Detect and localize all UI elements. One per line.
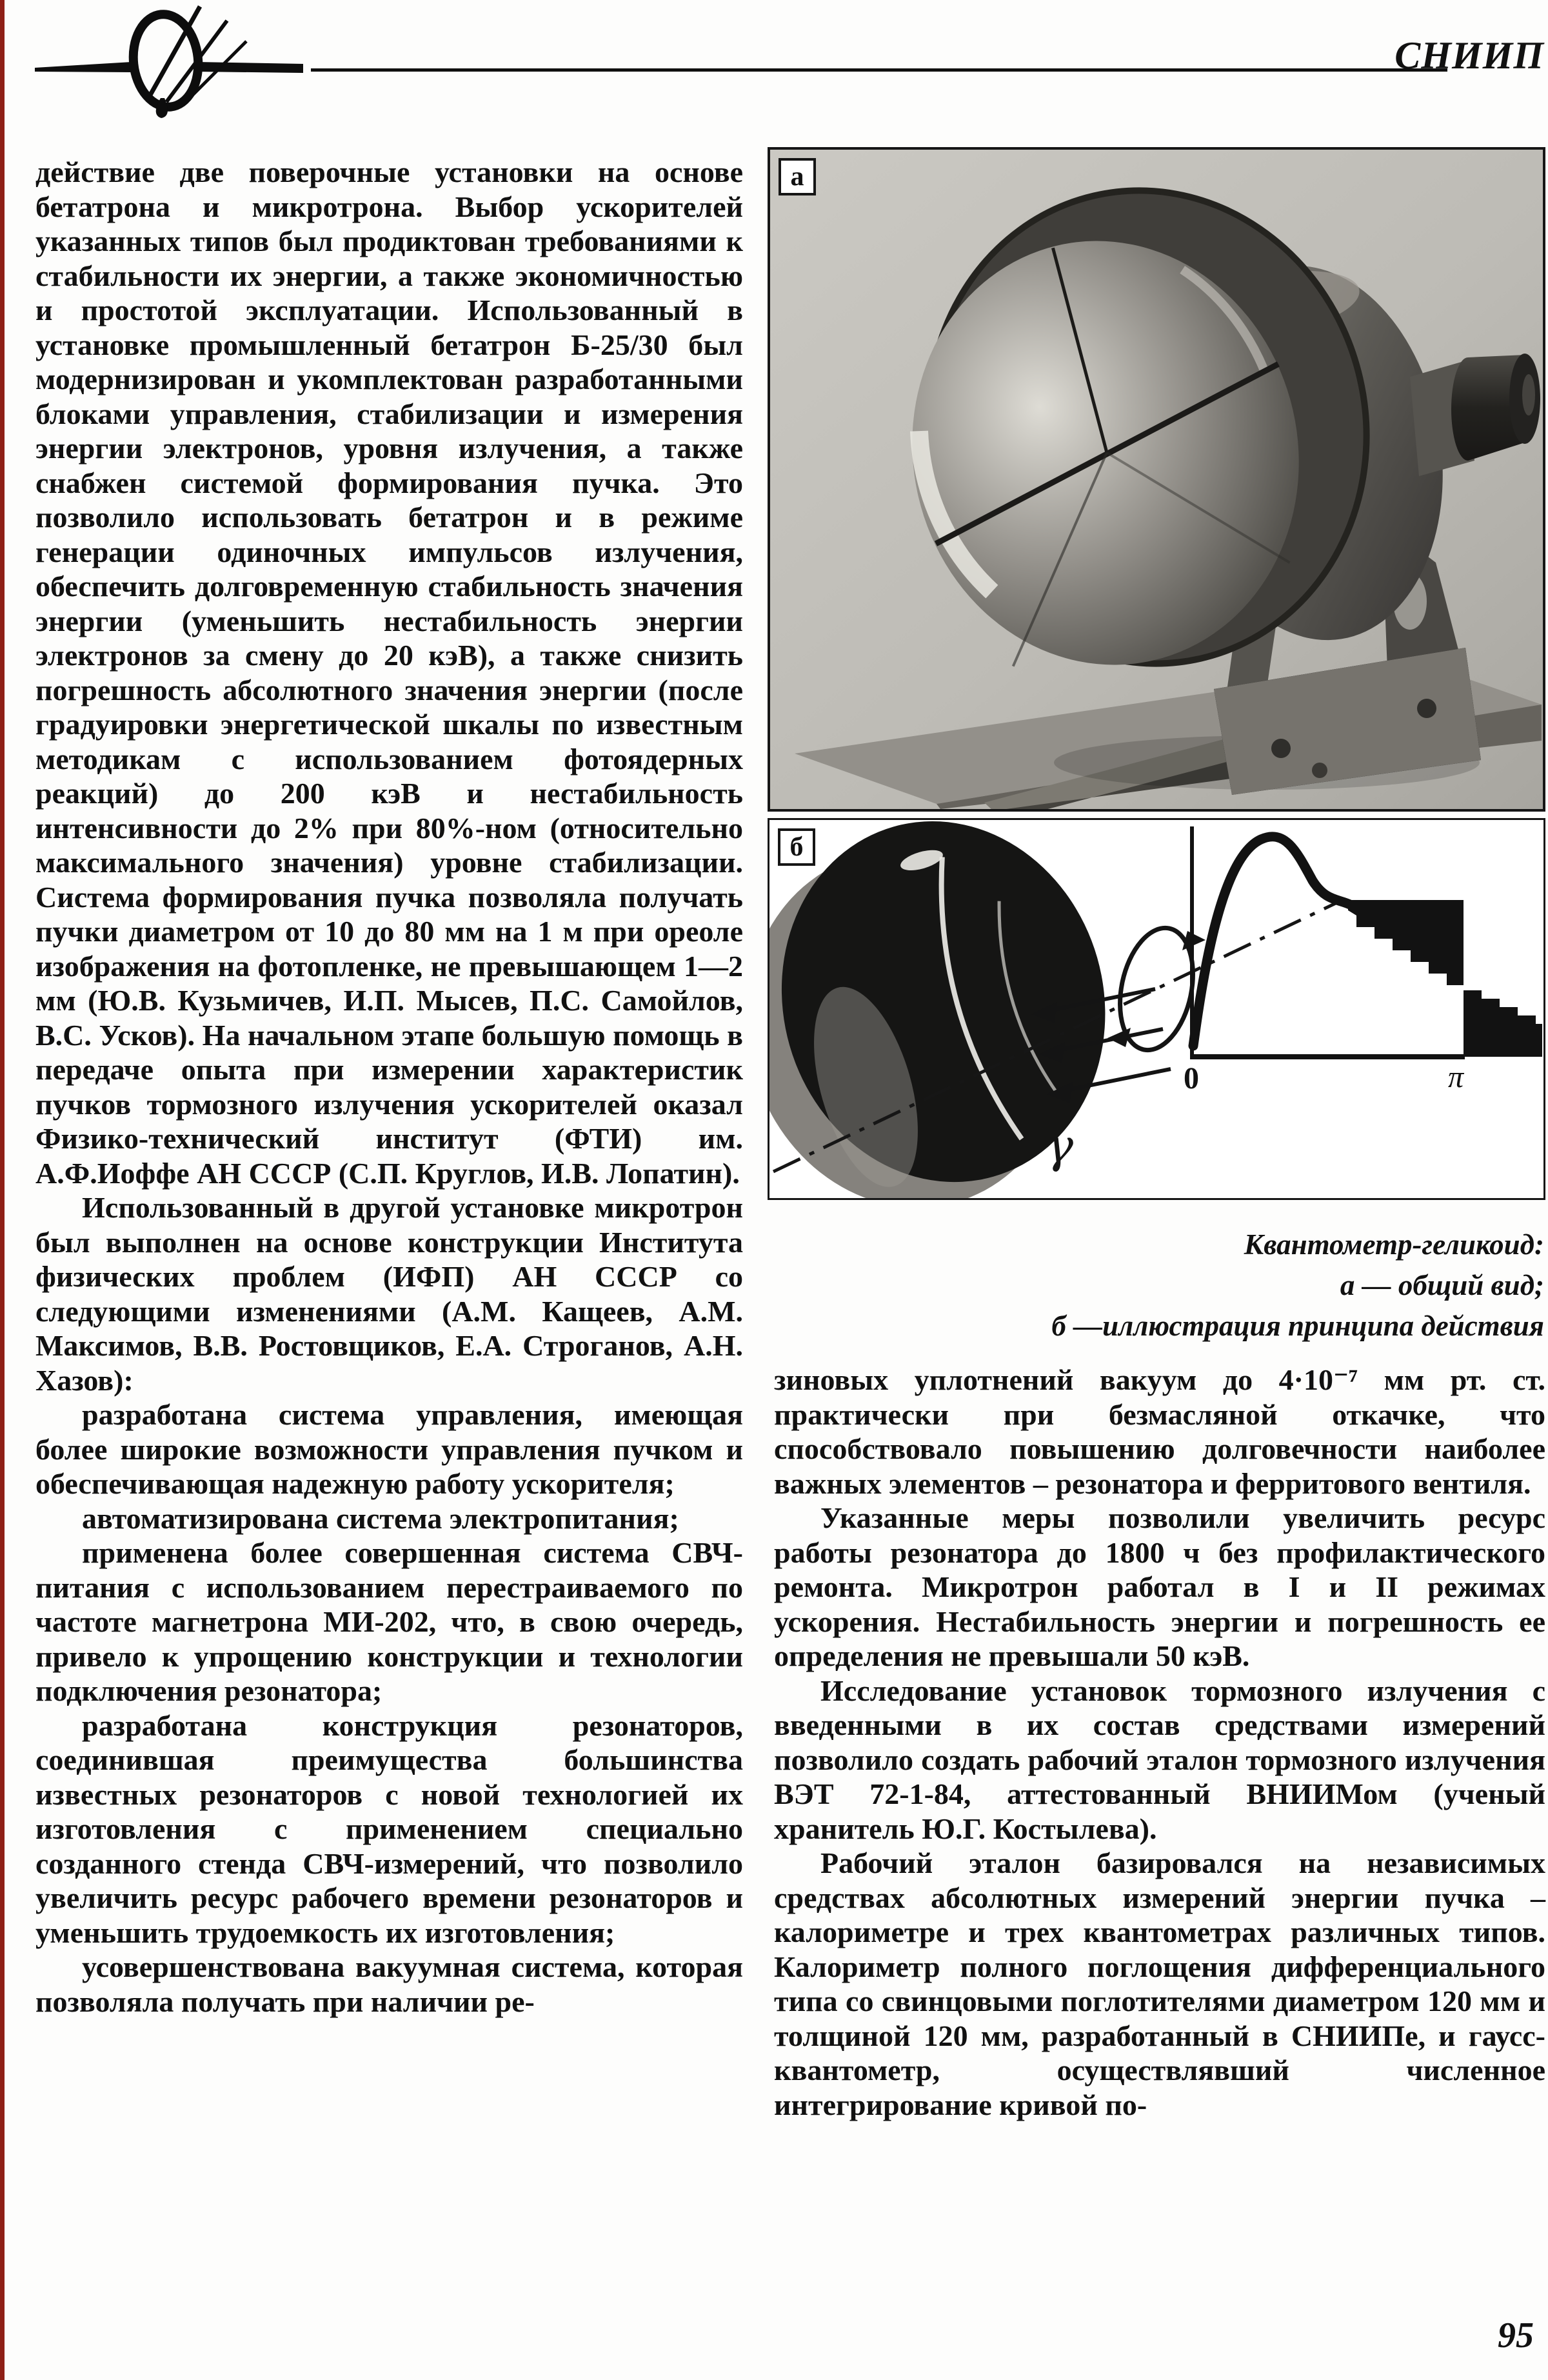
paragraph: применена более совершенная система СВЧ-питания с использованием перестраиваемого по частоте магнетрона МИ-202, что, в свою очередь, привело к упрощению конструкции и технологии подключения резонатора;	[35, 1536, 743, 1707]
paragraph: Указанные меры позволили увеличить ресурс работы резонатора до 1800 ч без профилактического ремонта. Микротрон работал в I и II режимах ускорения. Нестабильность энергии и погрешность ее определения не превышали 50 кэВ.	[774, 1501, 1545, 1672]
gamma-symbol: γ	[1046, 1119, 1074, 1173]
paragraph: Использованный в другой установке микротрон был выполнен на основе конструкции Института физических проблем (ИФП) АН СССР со следующими изменениями (А.М. Кащеев, А.М. Максимов, В.В. Ростовщиков, Е.А. Строганов, А.Н. Хазов):	[35, 1191, 743, 1397]
axis-origin-label: 0	[1184, 1061, 1199, 1095]
axis-pi-label: π	[1448, 1060, 1464, 1094]
figure-a-label: а	[779, 158, 816, 195]
paragraph: разработана конструкция резонаторов, соединившая преимущества большинства известных резонаторов с новой технологией их изготовления с применением специально созданного стенда СВЧ-измерений, что позволило увеличить ресурс рабочего времени резонаторов и уменьшить трудоемкость их изготовления;	[35, 1708, 743, 1949]
publisher-logo-icon	[34, 4, 304, 120]
header-rule	[311, 68, 1447, 72]
helicoid-principle-illustration	[769, 820, 1543, 1198]
caption-line-b: б —иллюстрация принципа действия	[1051, 1310, 1544, 1342]
right-text-column	[774, 1363, 1545, 2122]
left-text-column	[35, 155, 743, 2019]
caption-line-a: а — общий вид;	[1340, 1269, 1544, 1301]
paragraph: Рабочий эталон базировался на независимых средствах абсолютных измерений энергии пучка – калориметре и трех квантометрах различных типов. Калориметр полного поглощения дифференциального типа со свинцовыми поглотителями диаметром 120 мм и толщиной 120 мм, разработанный в СНИИПе, и гаусс-квантометр, осуществлявший численное интегрирование кривой по-	[774, 1846, 1545, 2121]
paragraph: разработана система управления, имеющая более широкие возможности управления пучком и обеспечивающая надежную работу ускорителя;	[35, 1398, 743, 1500]
figure-b-label: б	[778, 828, 815, 866]
paragraph: автоматизирована система электропитания;	[82, 1501, 679, 1535]
paragraph: зиновых уплотнений вакуум до 4·10⁻⁷ мм рт. ст. практически при безмасляной откачке, что способствовало повышению долговечности наиболее важных элементов – резонатора и ферритового вентиля.	[774, 1363, 1545, 1500]
betatron-photo-illustration	[770, 150, 1543, 809]
figure-caption	[771, 1225, 1544, 1346]
page-edge-stripe	[0, 0, 5, 2380]
paragraph: усовершенствована вакуумная система, которая позволяла получать при наличии ре-	[35, 1950, 743, 2018]
page-number: 95	[1498, 2315, 1534, 2355]
page-title: СНИИП	[1394, 34, 1544, 77]
figure-a-photo	[768, 147, 1545, 812]
paragraph: действие две поверочные установки на основе бетатрона и микротрона. Выбор ускорителей указанных типов был продиктован требованиями к стабильности их энергии, а также экономичностью и простотой эксплуатации. Использованный в установке промышленный бетатрон Б-25/30 был модернизирован и укомплектован разработанными блоками управления, стабилизации и измерения энергии электронов, уровня излучения, а также снабжен системой формирования пучка. Это позволило использовать бетатрон и в режиме генерации одиночных импульсов излучения, обеспечить долговременную стабильность значения энергии (уменьшить нестабильность энергии электронов за смену до 20 кэВ), а также снизить погрешность абсолютного значения энергии (после градуировки энергетической шкалы по известным методикам с использованием фотоядерных реакций) до 200 кэВ и нестабильность интенсивности до 2% при 80%-ном (относительно максимального значения) уровне стабилизации. Система формирования пучка позволяла получать пучки диаметром от 10 до 80 мм на 1 м при ореоле изображения на фотопленке, не превышающем 1—2 мм (Ю.В. Кузьмичев, И.П. Мысев, П.С. Самойлов, В.С. Усков). На начальном этапе большую помощь в передаче опыта при измерении характеристик пучков тормозного излучения ускорителей оказал Физико-технический институт (ФТИ) им. А.Ф.Иоффе АН СССР (С.П. Круглов, И.В. Лопатин).	[35, 155, 743, 1190]
figure-b-diagram	[768, 818, 1545, 1200]
caption-title: Квантометр-геликоид:	[1244, 1228, 1544, 1261]
paragraph: Исследование установок тормозного излучения с введенными в их состав средствами измерений позволило создать рабочий эталон тормозного излучения ВЭТ 72-1-84, аттестованный ВНИИМом (ученый хранитель Ю.Г. Костылева).	[774, 1674, 1545, 1845]
